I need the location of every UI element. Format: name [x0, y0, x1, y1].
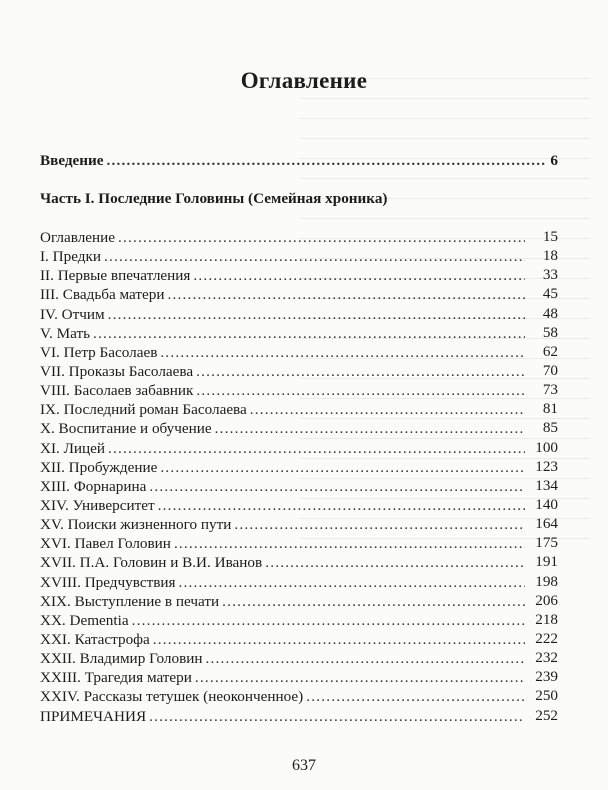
toc-entry[interactable]	[40, 381, 558, 401]
page-number: 637	[292, 757, 316, 774]
toc-entry[interactable]	[40, 515, 558, 535]
dot-leader	[265, 554, 525, 572]
toc-entry-page: 191	[535, 553, 558, 571]
toc-entry-label: IV. Отчим	[40, 305, 105, 323]
toc-entry-label: XVII. П.А. Головин и В.И. Иванов	[40, 554, 263, 572]
toc-entry-page: 206	[535, 591, 558, 609]
dot-leader	[167, 286, 525, 304]
dot-leader	[196, 382, 525, 400]
dot-leader	[108, 440, 525, 458]
toc-entry-label: ПРИМЕЧАНИЯ	[40, 707, 147, 725]
toc-entry[interactable]	[40, 649, 558, 669]
toc-entry-page: 48	[542, 304, 558, 322]
toc-entry-page: 33	[542, 266, 558, 284]
toc-entry-page: 222	[535, 629, 558, 647]
toc-entry-label: XII. Пробуждение	[40, 458, 158, 476]
dot-leader	[174, 535, 525, 553]
toc-entry-page: 6	[550, 152, 558, 169]
dot-leader	[193, 267, 525, 285]
toc-entry-label: III. Свадьба матери	[40, 286, 165, 304]
toc-entry-label: XVI. Павел Головин	[40, 535, 171, 553]
toc-entry-label: XX. Dementia	[40, 611, 129, 629]
toc-entry[interactable]	[40, 342, 558, 363]
toc-entry-label: VII. Проказы Басолаева	[40, 362, 194, 380]
dot-leader	[153, 631, 525, 649]
toc-entry-label: IX. Последний роман Басолаева	[40, 401, 247, 419]
toc-entry[interactable]	[40, 304, 558, 325]
toc-entry-page: 100	[535, 438, 558, 456]
toc-entry-label: Оглавление	[40, 229, 116, 246]
dot-leader	[132, 612, 525, 630]
toc-entry[interactable]	[40, 419, 558, 439]
dot-leader	[195, 669, 525, 687]
toc-entry[interactable]	[40, 476, 558, 497]
toc-entry-label: XIII. Форнарина	[40, 477, 147, 495]
dot-leader	[93, 325, 525, 343]
dot-leader	[160, 344, 525, 362]
toc-entry-label: XI. Лицей	[40, 439, 106, 457]
toc-entry-page: 45	[542, 285, 558, 303]
dot-leader	[196, 363, 525, 381]
toc-entry-page: 73	[542, 381, 558, 399]
toc-entry[interactable]	[40, 706, 558, 727]
toc-entry[interactable]	[40, 323, 558, 344]
toc-title: Оглавление	[240, 68, 368, 93]
toc-entry-page: 123	[535, 457, 558, 475]
dot-leader	[234, 516, 525, 534]
toc-entry-page: 198	[535, 572, 558, 590]
dot-leader	[149, 478, 525, 496]
toc-entry[interactable]	[40, 457, 558, 478]
toc-entry[interactable]	[40, 553, 558, 573]
toc-entry[interactable]	[40, 534, 558, 554]
toc-entry[interactable]	[40, 438, 558, 459]
toc-entry-label: XVIII. Предчувствия	[40, 573, 176, 591]
toc-entry-page: 140	[535, 495, 558, 513]
dot-leader	[206, 650, 525, 668]
toc-entry-label: XIV. Университет	[40, 496, 155, 514]
toc-entry[interactable]	[40, 285, 558, 305]
toc-entry-page: 15	[542, 228, 558, 245]
toc-entry-page: 164	[535, 515, 558, 533]
dot-leader	[179, 574, 525, 592]
toc-entry-page: 134	[535, 476, 558, 494]
dot-leader	[108, 306, 525, 324]
toc-entry-page: 232	[535, 649, 558, 667]
toc-entry-label: Введение	[40, 152, 104, 169]
toc-entry-label: X. Воспитание и обучение	[40, 420, 212, 438]
dot-leader	[250, 401, 525, 419]
dot-leader	[306, 688, 525, 706]
part-heading: Часть I. Последние Головины (Семейная хроника)	[40, 190, 388, 207]
toc-entry-label: XXI. Катастрофа	[40, 630, 150, 648]
toc-entry-page: 252	[535, 706, 558, 724]
toc-entry[interactable]	[40, 629, 558, 650]
toc-entry-label: V. Мать	[40, 324, 91, 342]
dot-leader	[222, 593, 525, 611]
dot-leader	[160, 459, 525, 477]
toc-entry-label: XV. Поиски жизненного пути	[40, 516, 232, 534]
chapter-list	[40, 228, 558, 727]
toc-entry[interactable]	[40, 572, 558, 593]
toc-entry-page: 250	[535, 687, 558, 705]
toc-entry[interactable]	[40, 400, 558, 420]
toc-entry-label: XIX. Выступление в печати	[40, 592, 220, 610]
toc-entry-introduction[interactable]	[40, 152, 558, 170]
dot-leader	[107, 152, 548, 170]
toc-entry-page: 70	[542, 361, 558, 379]
toc-entry-page: 85	[542, 419, 558, 437]
toc-entry[interactable]	[40, 687, 558, 707]
toc-entry-label: XXII. Владимир Головин	[40, 650, 203, 668]
dot-leader	[104, 248, 525, 266]
toc-entry-label: I. Предки	[40, 248, 101, 266]
toc-entry[interactable]	[40, 668, 558, 688]
toc-entry-label: II. Первые впечатления	[40, 267, 191, 285]
toc-entry[interactable]	[40, 591, 558, 612]
toc-entry-page: 81	[542, 400, 558, 418]
toc-entry-page: 18	[542, 247, 558, 265]
toc-entry-label: VIII. Басолаев забавник	[40, 382, 194, 400]
toc-entry[interactable]	[40, 228, 558, 248]
toc-entry[interactable]	[40, 495, 558, 516]
toc-entry-page: 175	[535, 534, 558, 552]
dot-leader	[118, 229, 525, 247]
toc-entry-label: XXIV. Рассказы тетушек (неоконченное)	[40, 688, 304, 706]
toc-entry-page: 62	[542, 342, 558, 360]
dot-leader	[158, 497, 525, 515]
toc-entry-page: 58	[542, 323, 558, 341]
dot-leader	[149, 708, 525, 726]
toc-entry-label: XXIII. Трагедия матери	[40, 669, 192, 687]
toc-entry[interactable]	[40, 610, 558, 631]
toc-entry[interactable]	[40, 266, 558, 286]
toc-entry-label: VI. Петр Басолаев	[40, 343, 158, 361]
dot-leader	[215, 420, 525, 438]
toc-entry-page: 218	[535, 610, 558, 628]
toc-entry[interactable]	[40, 361, 558, 382]
toc-entry[interactable]	[40, 247, 558, 267]
toc-entry-page: 239	[535, 668, 558, 686]
